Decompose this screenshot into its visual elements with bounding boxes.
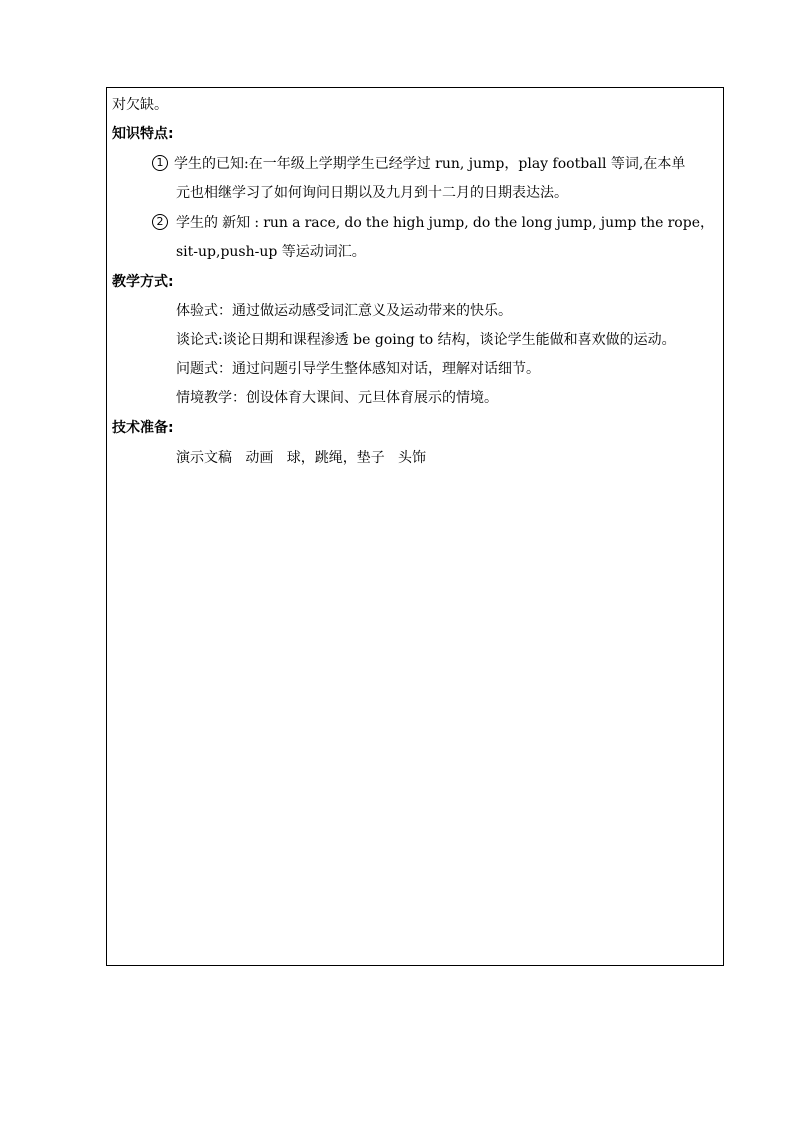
knowledge-item-2-word: jump — [600, 215, 637, 231]
knowledge-item-1-line1: 学生的已知:在一年级上学期学生已经学过 run, jump，play football 等词,在本单 — [174, 156, 686, 172]
knowledge-item-2-word: run — [263, 215, 288, 231]
teaching-heading: 教学方式: — [112, 274, 174, 290]
teaching-line-situation: 情境教学：创设体育大课间、元旦体育展示的情境。 — [176, 390, 498, 406]
continuation-text: 对欠缺。 — [112, 97, 168, 113]
knowledge-item-2-word: jump, — [428, 215, 469, 231]
knowledge-item-2 — [152, 214, 174, 232]
knowledge-item-2-word: the — [640, 215, 664, 231]
circled-number-2: 2 — [152, 214, 168, 230]
knowledge-item-2-word: do — [344, 215, 362, 231]
tech-items: 演示文稿 动画 球，跳绳，垫子 头饰 — [176, 450, 427, 466]
knowledge-item-2-word: long — [521, 215, 553, 231]
circled-number-1: 1 — [152, 155, 168, 171]
knowledge-item-2-word: the — [365, 215, 389, 231]
knowledge-item-2-word: 新知 — [222, 215, 251, 231]
teaching-line-discussion: 谈论式:谈论日期和课程渗透 be going to 结构，谈论学生能做和喜欢做的运动。 — [176, 332, 676, 348]
knowledge-item-2-word: do — [472, 215, 491, 231]
knowledge-item-2-word: a — [292, 215, 301, 231]
knowledge-item-2-word: the — [494, 215, 518, 231]
knowledge-heading: 知识特点: — [112, 126, 174, 142]
knowledge-item-2-word: rope， — [667, 215, 714, 231]
tech-heading: 技术准备: — [112, 420, 174, 436]
teaching-line-experience: 体验式：通过做运动感受词汇意义及运动带来的快乐。 — [176, 303, 512, 319]
teaching-line-question: 问题式：通过问题引导学生整体感知对话，理解对话细节。 — [176, 361, 540, 377]
knowledge-item-1 — [152, 155, 685, 173]
knowledge-item-2-word: high — [393, 215, 425, 231]
knowledge-item-2-line1 — [176, 214, 714, 232]
knowledge-item-2-line2: sit-up,push-up 等运动词汇。 — [176, 244, 366, 260]
knowledge-item-2-word: : — [254, 215, 260, 231]
knowledge-item-2-word: jump, — [556, 215, 597, 231]
knowledge-item-2-word: 学生的 — [176, 215, 218, 231]
knowledge-item-1-line2: 元也相继学习了如何询问日期以及九月到十二月的日期表达法。 — [176, 185, 568, 201]
knowledge-item-2-word: race, — [304, 215, 341, 231]
